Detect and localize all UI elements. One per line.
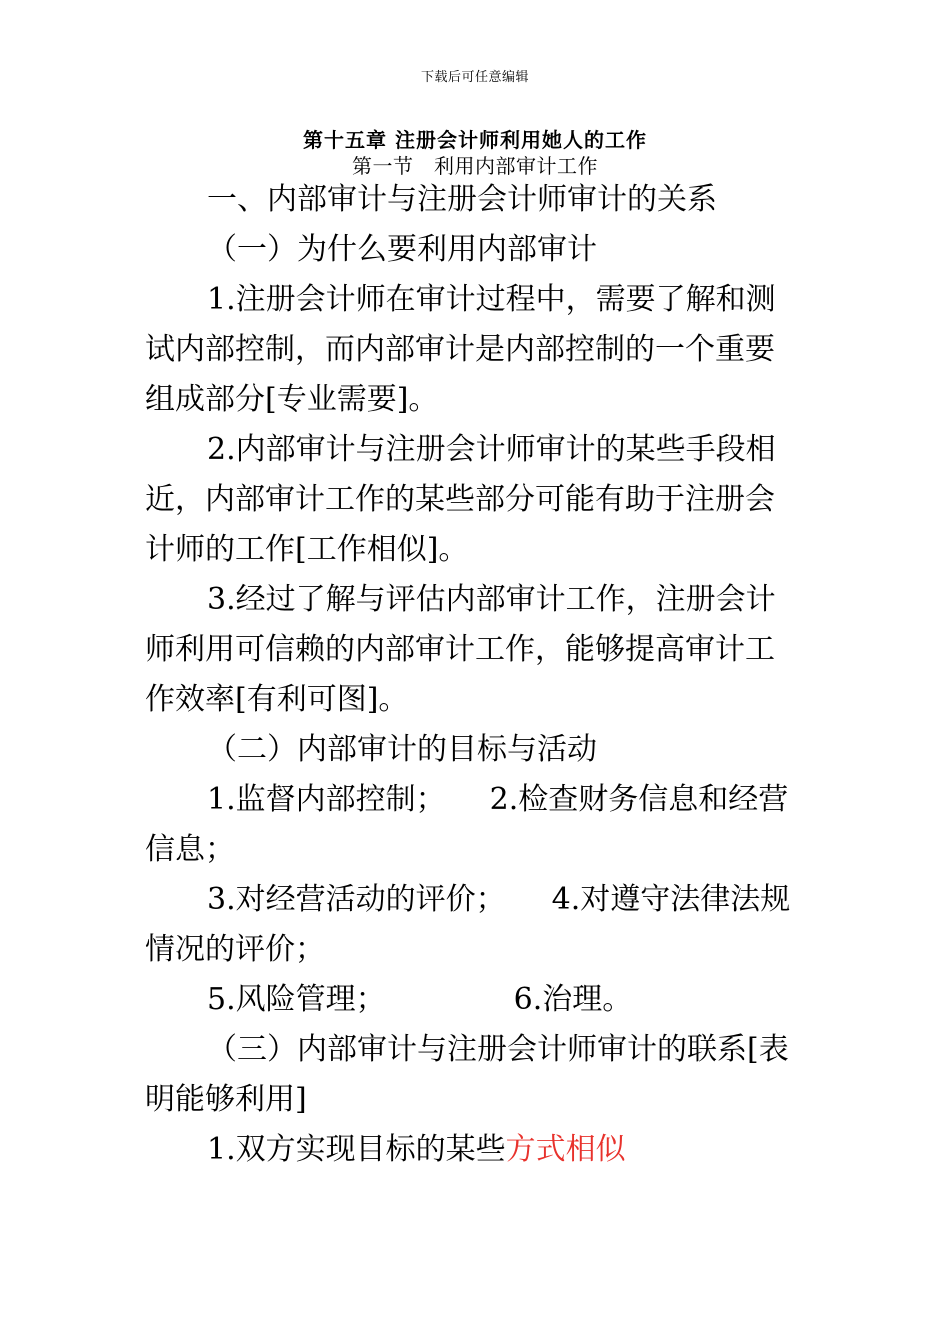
subheading-connection: （三）内部审计与注册会计师审计的联系[表明能够利用] — [145, 1032, 789, 1117]
activities-line-3 — [145, 975, 795, 1025]
section-title: 第一节 利用内部审计工作 — [352, 154, 598, 178]
activity-2: 2.检查财务信息和经营信息； — [145, 782, 789, 867]
activities-line-2 — [145, 875, 795, 975]
activity-5: 5.风险管理； — [207, 982, 386, 1017]
connection-1-highlight: 方式相似 — [505, 1132, 626, 1167]
subheading-goals-activities: （二）内部审计的目标与活动 — [207, 732, 597, 767]
activity-3: 3.对经营活动的评价； — [207, 882, 506, 917]
chapter-title: 第十五章 注册会计师利用她人的工作 — [303, 128, 647, 152]
activities-line-1 — [145, 775, 795, 875]
paragraph-1: 1.注册会计师在审计过程中，需要了解和测试内部控制，而内部审计是内部控制的一个重要组成部分[专业需要]。 — [145, 282, 776, 417]
activity-4: 4.对遵守法律法规情况的评价； — [145, 882, 791, 967]
heading-relationship: 一、内部审计与注册会计师审计的关系 — [207, 182, 717, 217]
connection-1-text: 1.双方实现目标的某些 — [207, 1132, 506, 1167]
connection-1 — [145, 1125, 795, 1175]
activity-6: 6.治理。 — [513, 982, 633, 1017]
paragraph-3: 3.经过了解与评估内部审计工作，注册会计师利用可信赖的内部审计工作，能够提高审计工作效率[有利可图]。 — [145, 582, 776, 717]
paragraph-2: 2.内部审计与注册会计师审计的某些手段相近，内部审计工作的某些部分可能有助于注册会计师的工作[工作相似]。 — [145, 432, 776, 567]
subheading-why-use: （一）为什么要利用内部审计 — [207, 232, 597, 267]
activity-1: 1.监督内部控制； — [207, 782, 446, 817]
header-note: 下载后可任意编辑 — [420, 70, 529, 85]
document-body — [145, 175, 795, 1175]
